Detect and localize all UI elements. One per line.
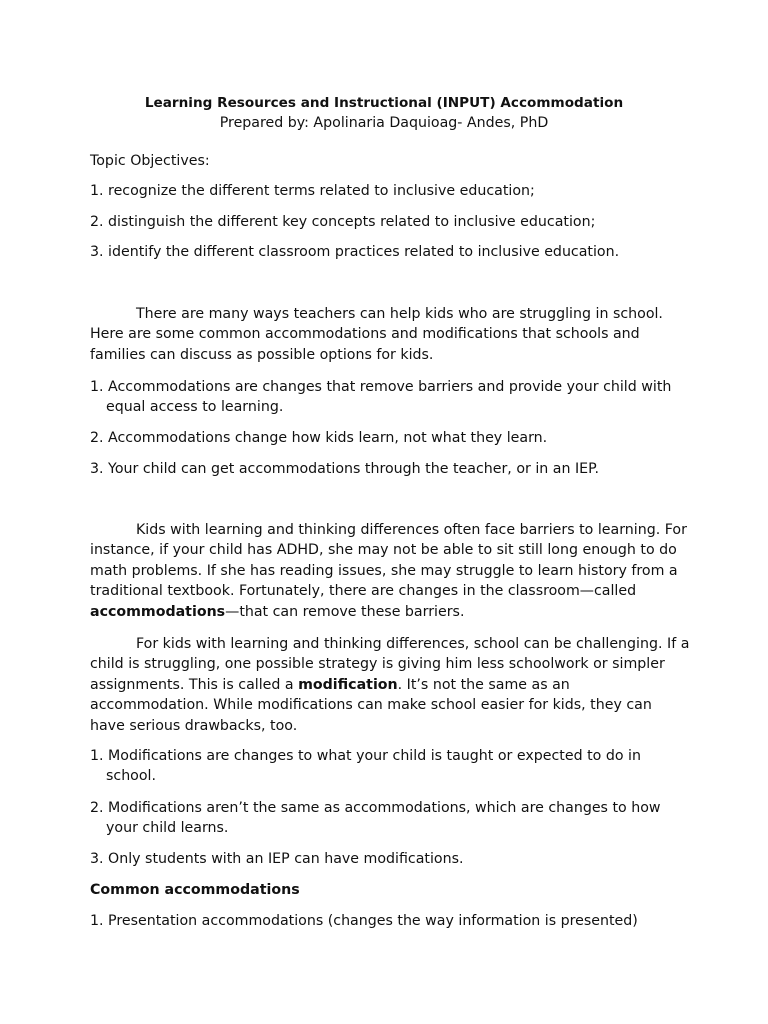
modification-paragraph [90,634,690,736]
objective-item: 3. identify the different classroom practices related to inclusive education. [90,244,620,260]
common-accommodations-heading: Common accommodations [90,882,300,898]
accommodations-term: accommodations [90,603,226,620]
objective-item: 1. recognize the different terms related to inclusive education; [90,183,535,199]
document-title: Learning Resources and Instructional (INPUT) Accommodation [144,95,624,111]
modification-point: 2. Modifications aren’t the same as accommodations, which are changes to how your child learns. [90,800,661,837]
accommodation-point: 2. Accommodations change how kids learn, not what they learn. [90,430,548,446]
modification-text: For kids with learning and thinking differences, school can be challenging. If a child is struggling, one possible strategy is giving him less schoolwork or simpler assignments. This is called a [90,636,690,693]
objectives-heading: Topic Objectives: [90,153,210,169]
modification-point: 3. Only students with an IEP can have modifications. [90,851,464,867]
modification-text-end: . It’s not the same as an accommodation. While modifications can make school easier for kids, they can have serious drawbacks, too. [90,676,652,734]
accommodation-point: 1. Accommodations are changes that remove barriers and provide your child with equal access to learning. [90,379,672,416]
common-accommodation-item: 1. Presentation accommodations (changes the way information is presented) [90,913,638,929]
barriers-text-end: —that can remove these barriers. [225,603,465,620]
modification-point: 1. Modifications are changes to what your child is taught or expected to do in school. [90,748,641,785]
objective-item: 2. distinguish the different key concepts related to inclusive education; [90,214,596,230]
barriers-text: Kids with learning and thinking differences often face barriers to learning. For instance, if your child has ADHD, she may not be able to sit still long enough to do math problems. If she has reading issues, she may struggle to learn history from a traditional textbook. Fortunately, there are changes in the classroom—called [90,522,687,600]
barriers-paragraph [90,520,690,622]
document-author: Prepared by: Apolinaria Daquioag- Andes, PhD [219,115,549,131]
intro-paragraph: There are many ways teachers can help kids who are struggling in school. Here are some common accommodations and modifications that schools and families can discuss as possible options for kids. [90,306,663,363]
modification-term: modification [298,676,398,693]
accommodation-point: 3. Your child can get accommodations through the teacher, or in an IEP. [90,461,599,477]
